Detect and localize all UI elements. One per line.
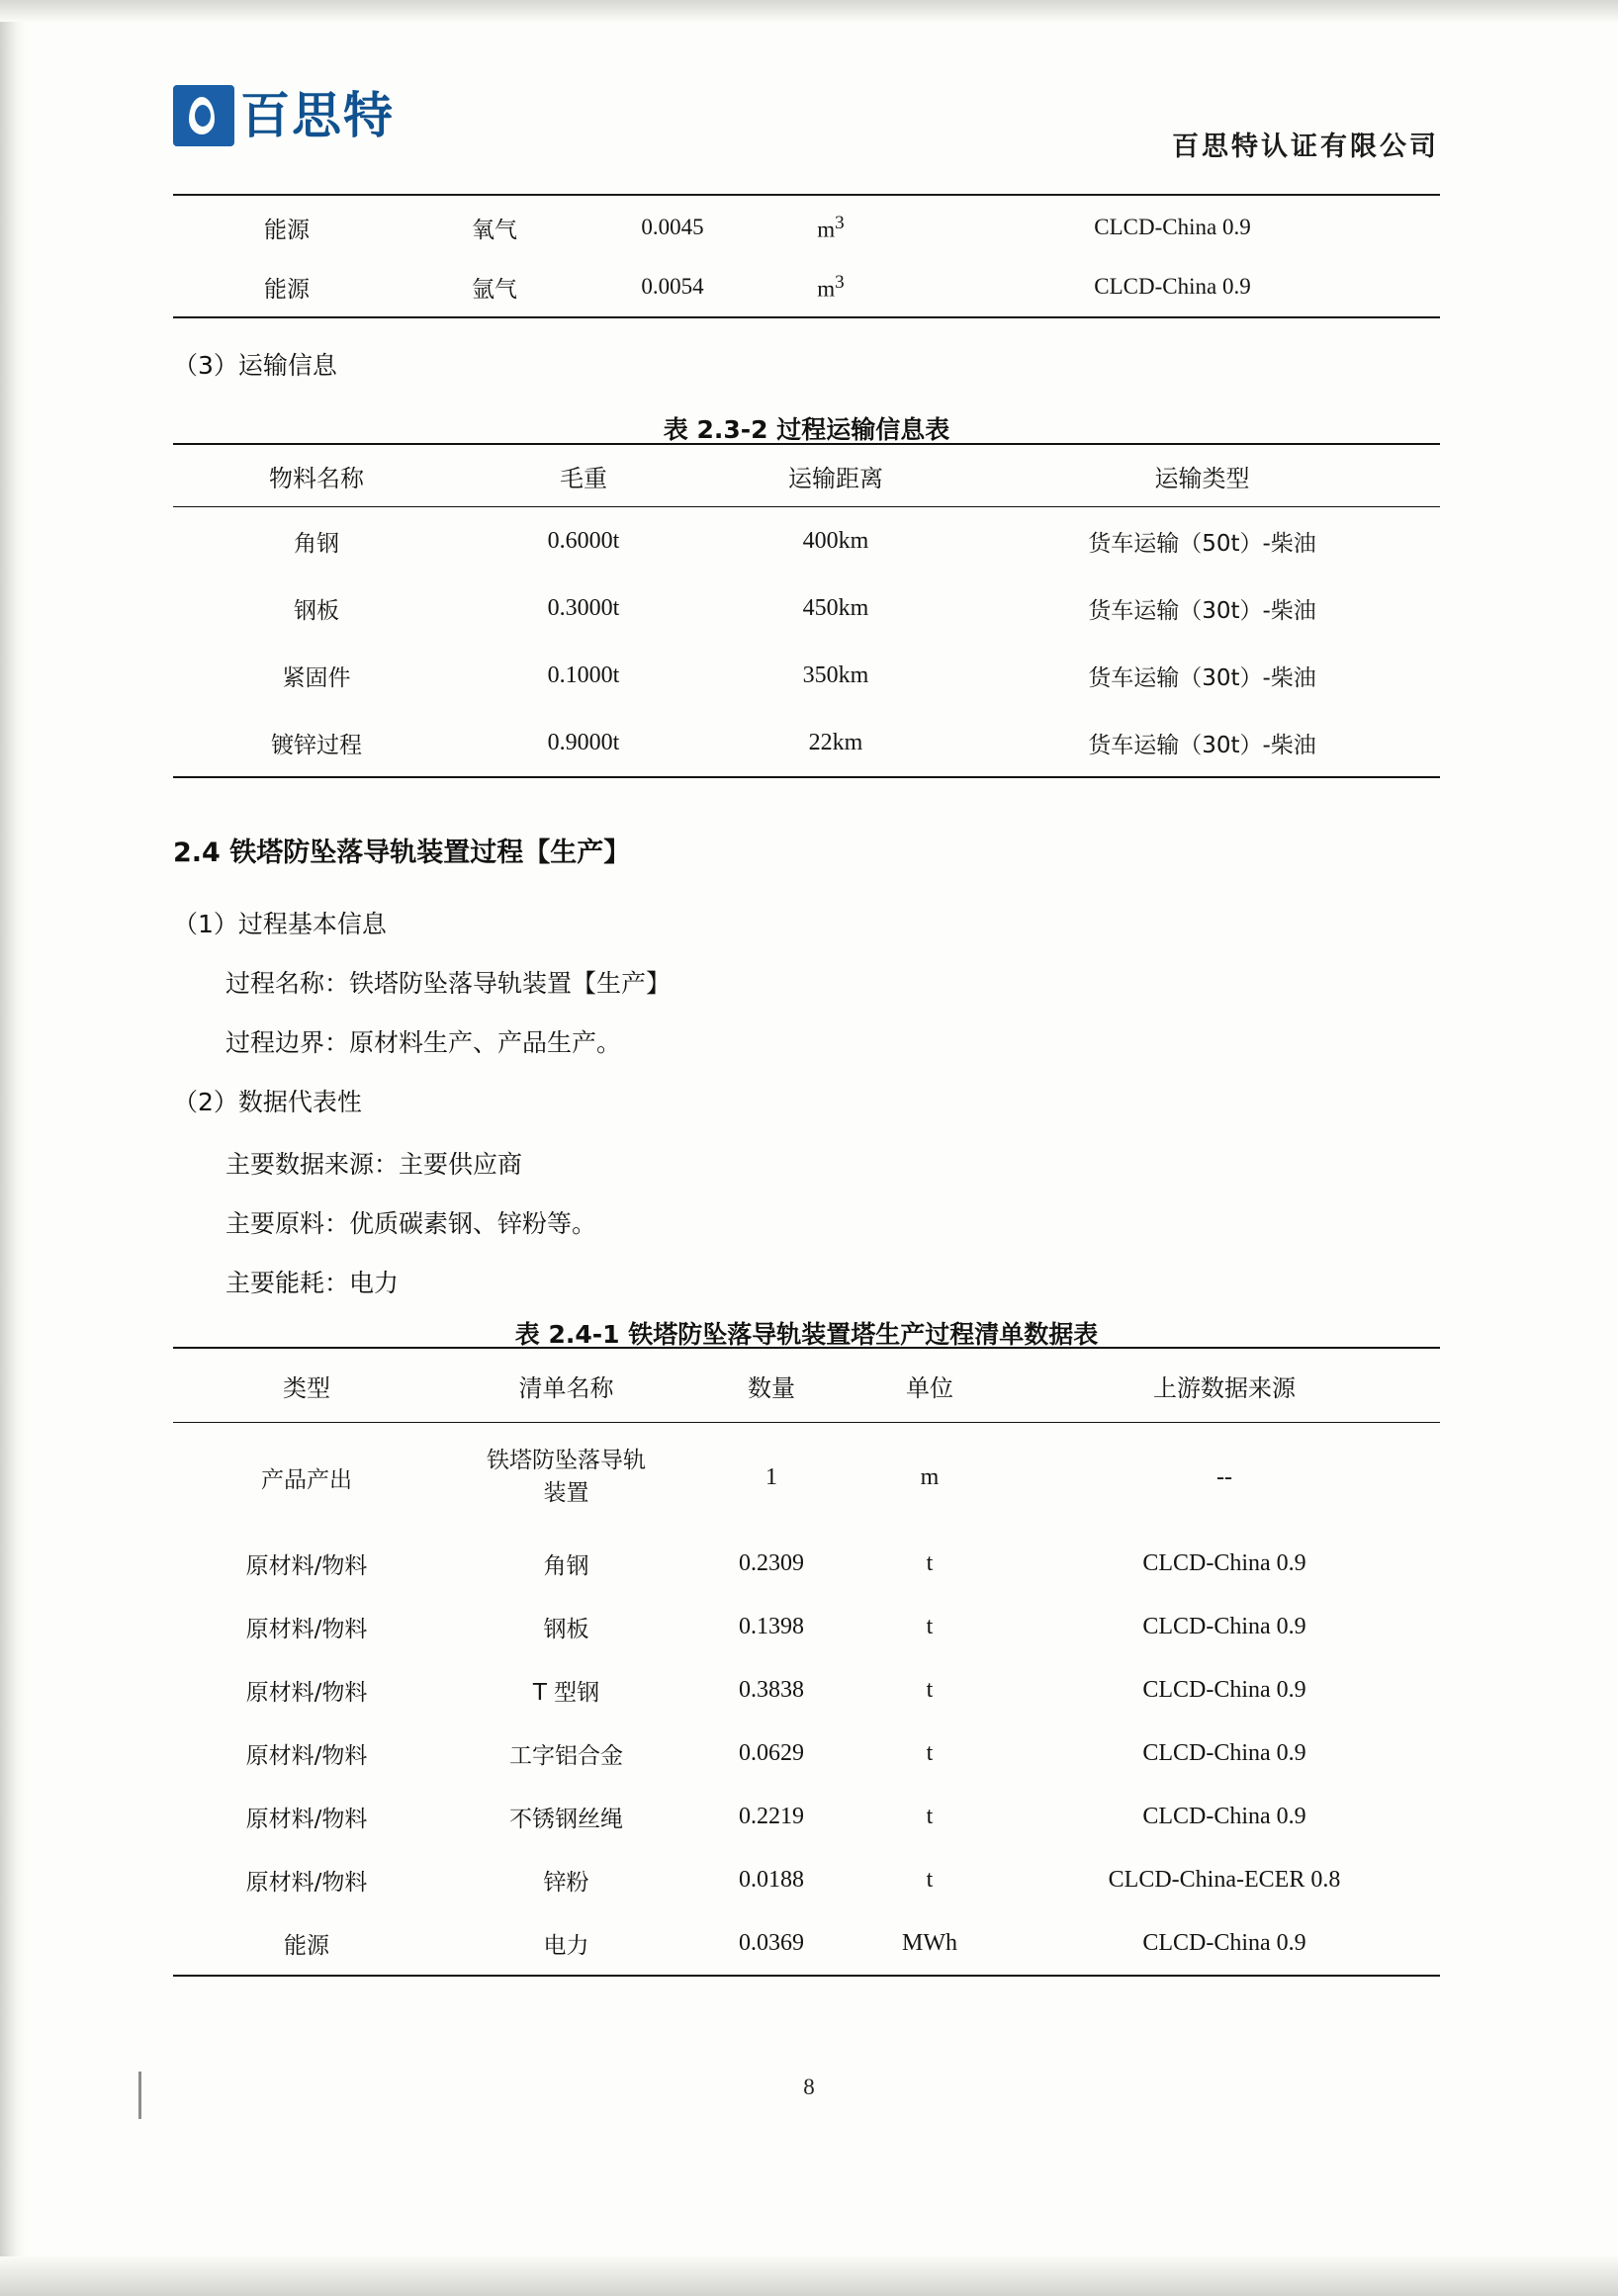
droplet-icon [173, 85, 234, 146]
table-row: 原材料/物料 不锈钢丝绳 0.2219 t CLCD-China 0.9 [245, 1803, 1306, 1832]
product-name-cell: 铁塔防坠落导轨 装置 [487, 1447, 646, 1506]
section-2-4-title: 2.4 铁塔防坠落导轨装置过程【生产】 [173, 838, 631, 868]
transport-info-heading: （3）运输信息 [173, 351, 337, 380]
data-representativeness-heading: （2）数据代表性 [173, 1088, 362, 1116]
header-divider [173, 194, 1440, 196]
inventory-data-table [173, 1347, 1440, 1977]
table-2-4-1-caption: 表 2.4-1 铁塔防坠落导轨装置塔生产过程清单数据表 [514, 1320, 1099, 1349]
table-row: 原材料/物料 角钢 0.2309 t CLCD-China 0.9 [245, 1549, 1306, 1579]
page-header [173, 85, 1439, 176]
table-row: 原材料/物料 钢板 0.1398 t CLCD-China 0.9 [245, 1613, 1306, 1642]
data-source-line: 主要数据来源：主要供应商 [225, 1150, 523, 1179]
main-energy-line: 主要能耗：电力 [225, 1269, 400, 1297]
logo-text: 百思特 [240, 87, 395, 144]
table-row: 产品产出 铁塔防坠落导轨 装置 1 m -- [173, 1423, 1440, 1533]
table-header-row: 物料名称 毛重 运输距离 运输类型 [173, 444, 1440, 507]
table-2-3-2-caption: 表 2.3-2 过程运输信息表 [663, 415, 950, 444]
table-row: 能源 电力 0.0369 MWh CLCD-China 0.9 [173, 1911, 1440, 1976]
transport-table [173, 443, 1440, 778]
continued-inventory-table [173, 198, 1440, 318]
table-row: 镀锌过程 0.9000t 22km 货车运输（30t）-柴油 [173, 709, 1440, 777]
page-number: 8 [803, 2075, 815, 2099]
main-materials-line: 主要原料：优质碳素钢、锌粉等。 [225, 1209, 597, 1238]
process-name-line: 过程名称：铁塔防坠落导轨装置【生产】 [225, 969, 672, 998]
process-boundary-line: 过程边界：原材料生产、产品生产。 [225, 1028, 622, 1057]
table-row: 紧固件 0.1000t 350km 货车运输（30t）-柴油 [282, 662, 1316, 691]
table-row: 能源 氩气 0.0054 $m^3$ CLCD-China 0.9 [173, 257, 1440, 317]
table-row: 原材料/物料 T 型钢 0.3838 t CLCD-China 0.9 [245, 1676, 1306, 1706]
basic-info-heading: （1）过程基本信息 [173, 910, 387, 938]
table-row: 钢板 0.3000t 450km 货车运输（30t）-柴油 [294, 594, 1316, 624]
table-row: 角钢 0.6000t 400km 货车运输（50t）-柴油 [294, 527, 1316, 557]
table-header-row: 类型 清单名称 数量 单位 上游数据来源 [173, 1348, 1440, 1423]
company-logo [173, 85, 395, 146]
table-row: 原材料/物料 锌粉 0.0188 t CLCD-China-ECER 0.8 [245, 1866, 1341, 1896]
table-row: 原材料/物料 工字铝合金 0.0629 t CLCD-China 0.9 [245, 1739, 1306, 1769]
table-row: 能源 氧气 0.0045 $m^3$ CLCD-China 0.9 [264, 212, 1251, 243]
company-name: 百思特认证有限公司 [1172, 132, 1439, 162]
